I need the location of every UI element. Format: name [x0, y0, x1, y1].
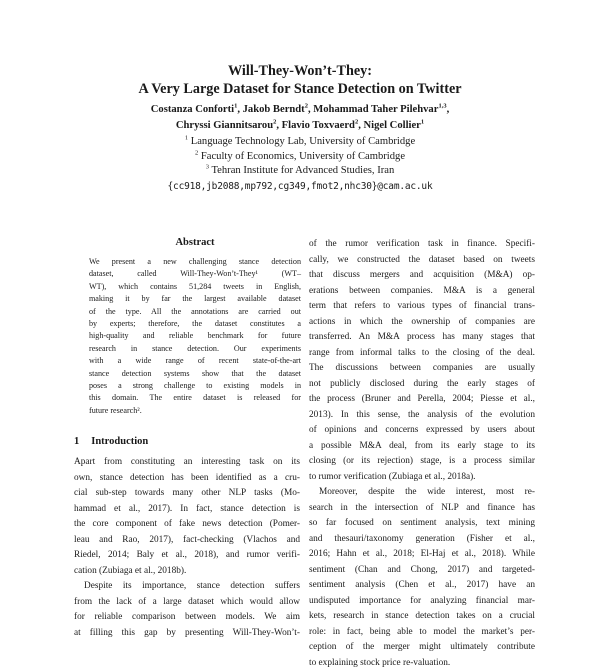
body-line: at filling this gap by presenting Will-They-Won’t-	[74, 626, 300, 642]
affiliation	[0, 164, 600, 179]
body-line: from the lack of a large dataset which would allow	[74, 595, 300, 611]
affiliation-number: 1	[185, 134, 188, 141]
author-affiliation-mark: 1	[421, 118, 424, 125]
author-name: Mohammad Taher Pilehvar	[313, 104, 438, 115]
abstract-body	[89, 256, 301, 417]
left-column-body	[74, 455, 300, 641]
abstract-line: by experts; therefore, the dataset constitutes a	[89, 318, 301, 330]
author-separator: ,	[447, 104, 450, 115]
body-line: ception of the merger might ultimately contribute	[309, 640, 535, 656]
affiliation	[0, 135, 600, 150]
body-line: own, stance detection has been identified as a cru-	[74, 471, 300, 487]
abstract-line: high-quality and reliable benchmark for future	[89, 330, 301, 342]
body-line: cial sub-step towards many other NLP tasks (Mo-	[74, 486, 300, 502]
body-line: closing (or its rejection) stage, is a process similar	[309, 454, 535, 470]
author-name: Chryssi Giannitsarou	[176, 120, 273, 131]
body-line: Despite its importance, stance detection suffers	[74, 579, 300, 595]
body-line: to rumor verification (Zubiaga et al., 2018a).	[309, 470, 535, 486]
body-line: of opinions and concerns expressed by users about	[309, 423, 535, 439]
author-line-1	[0, 102, 600, 118]
author-separator: ,	[308, 104, 313, 115]
abstract-line: research in stance detection. Our experiments	[89, 343, 301, 355]
abstract-line: We present a new challenging stance detection	[89, 256, 301, 268]
author-affiliation-mark: 2	[355, 118, 358, 125]
author-separator: ,	[276, 120, 281, 131]
author-affiliation-mark: 1	[234, 102, 237, 109]
author-name: Costanza Conforti	[151, 104, 234, 115]
body-line: Apart from constituting an interesting task on its	[74, 455, 300, 471]
body-line: to explaining stock price re-valuation.	[309, 656, 535, 671]
body-line: 2013). In this sense, the analysis of the evolution	[309, 408, 535, 424]
section-heading-introduction	[74, 436, 148, 447]
body-line: erations between companies. M&A is a general	[309, 284, 535, 300]
abstract-line: with a wide range of recent state-of-the-art	[89, 355, 301, 367]
body-line: The discussions between companies are usually	[309, 361, 535, 377]
body-line: cally, we constructed the dataset based on tweets	[309, 253, 535, 269]
body-line: actions in which the ownership of companies are	[309, 315, 535, 331]
author-affiliation-mark: 2	[273, 118, 276, 125]
affiliation	[0, 150, 600, 165]
body-line: the core component of fake news detection (Pomer-	[74, 517, 300, 533]
body-line: 2016; Hahn et al., 2018; El-Haj et al., 2018). While	[309, 547, 535, 563]
affiliation-text: Tehran Institute for Advanced Studies, Iran	[211, 165, 394, 176]
body-line: hammad et al., 2017). In fact, stance detection is	[74, 502, 300, 518]
affiliation-number: 3	[206, 163, 209, 170]
author-name: Jakob Berndt	[243, 104, 305, 115]
body-line: so far focused on sentiment analysis, text mining	[309, 516, 535, 532]
body-line: kets, research in stance detection takes on a crucial	[309, 609, 535, 625]
right-column-body	[309, 237, 535, 671]
author-separator: ,	[358, 120, 363, 131]
author-name: Flavio Toxvaerd	[282, 120, 355, 131]
author-separator: ,	[237, 104, 242, 115]
body-line: and thesauri/taxonomy generation (Fisher et al.,	[309, 532, 535, 548]
abstract-line: future research².	[89, 405, 301, 417]
body-line: sentiment (Chan and Chong, 2017) and targeted-	[309, 563, 535, 579]
title-line-1: Will-They-Won’t-They:	[0, 62, 600, 80]
body-line: undisputed importance for analyzing financial mar-	[309, 594, 535, 610]
title-line-2: A Very Large Dataset for Stance Detection on Twitter	[0, 80, 600, 98]
affiliation-text: Faculty of Economics, University of Cambridge	[201, 151, 405, 162]
paper-title	[0, 62, 600, 98]
body-line: of the rumor verification task in finance. Specifi-	[309, 237, 535, 253]
abstract-line: stance detection systems show that the dataset	[89, 368, 301, 380]
author-list	[0, 102, 600, 133]
body-line: sentiment analysis (Chen et al., 2017) have an	[309, 578, 535, 594]
body-line: range from informal talks to the closing of the deal.	[309, 346, 535, 362]
body-line: transferred. An M&A process has many stages that	[309, 330, 535, 346]
body-line: term that refers to various types of financial trans-	[309, 299, 535, 315]
abstract-line: this domain. The entire dataset is released for	[89, 392, 301, 404]
body-line: search in the intersection of NLP and finance has	[309, 501, 535, 517]
abstract-line: poses a strong challenge to existing models in	[89, 380, 301, 392]
body-line: Riedel, 2014; Baly et al., 2018), and rumor verifi-	[74, 548, 300, 564]
author-line-2	[0, 118, 600, 134]
author-emails: {cc918,jb2088,mp792,cg349,fmot2,nhc30}@cam.ac.uk	[0, 180, 600, 193]
body-line: not publicly disclosed during the early stages of	[309, 377, 535, 393]
body-line: for reliable comparison between models. We aim	[74, 610, 300, 626]
abstract-line: WT), which contains 51,284 tweets in English,	[89, 281, 301, 293]
body-line: cation (Zubiaga et al., 2018b).	[74, 564, 300, 580]
affiliation-number: 2	[195, 149, 198, 156]
body-line: a possible M&A deal, from its early stage to its	[309, 439, 535, 455]
abstract-heading: Abstract	[89, 237, 301, 248]
author-affiliation-mark: 1,3	[438, 102, 446, 109]
section-number: 1	[74, 436, 79, 447]
abstract-line: of the type. All the annotations are carried out	[89, 306, 301, 318]
affiliation-list	[0, 135, 600, 179]
affiliation-text: Language Technology Lab, University of Cambridge	[191, 136, 415, 147]
body-line: that discuss mergers and acquisition (M&A) op-	[309, 268, 535, 284]
author-name: Nigel Collier	[364, 120, 421, 131]
abstract-line: dataset, called Will-They-Won’t-They¹ (WT–	[89, 268, 301, 280]
body-line: the process (Bruner and Perella, 2004; Piesse et al.,	[309, 392, 535, 408]
body-line: Moreover, despite the wide interest, most re-	[309, 485, 535, 501]
abstract-line: making it by far the largest available dataset	[89, 293, 301, 305]
author-affiliation-mark: 2	[305, 102, 308, 109]
body-line: leau and Rao, 2017), fact-checking (Vlachos and	[74, 533, 300, 549]
section-title: Introduction	[91, 436, 148, 447]
body-line: role: in fact, being able to model the market’s per-	[309, 625, 535, 641]
